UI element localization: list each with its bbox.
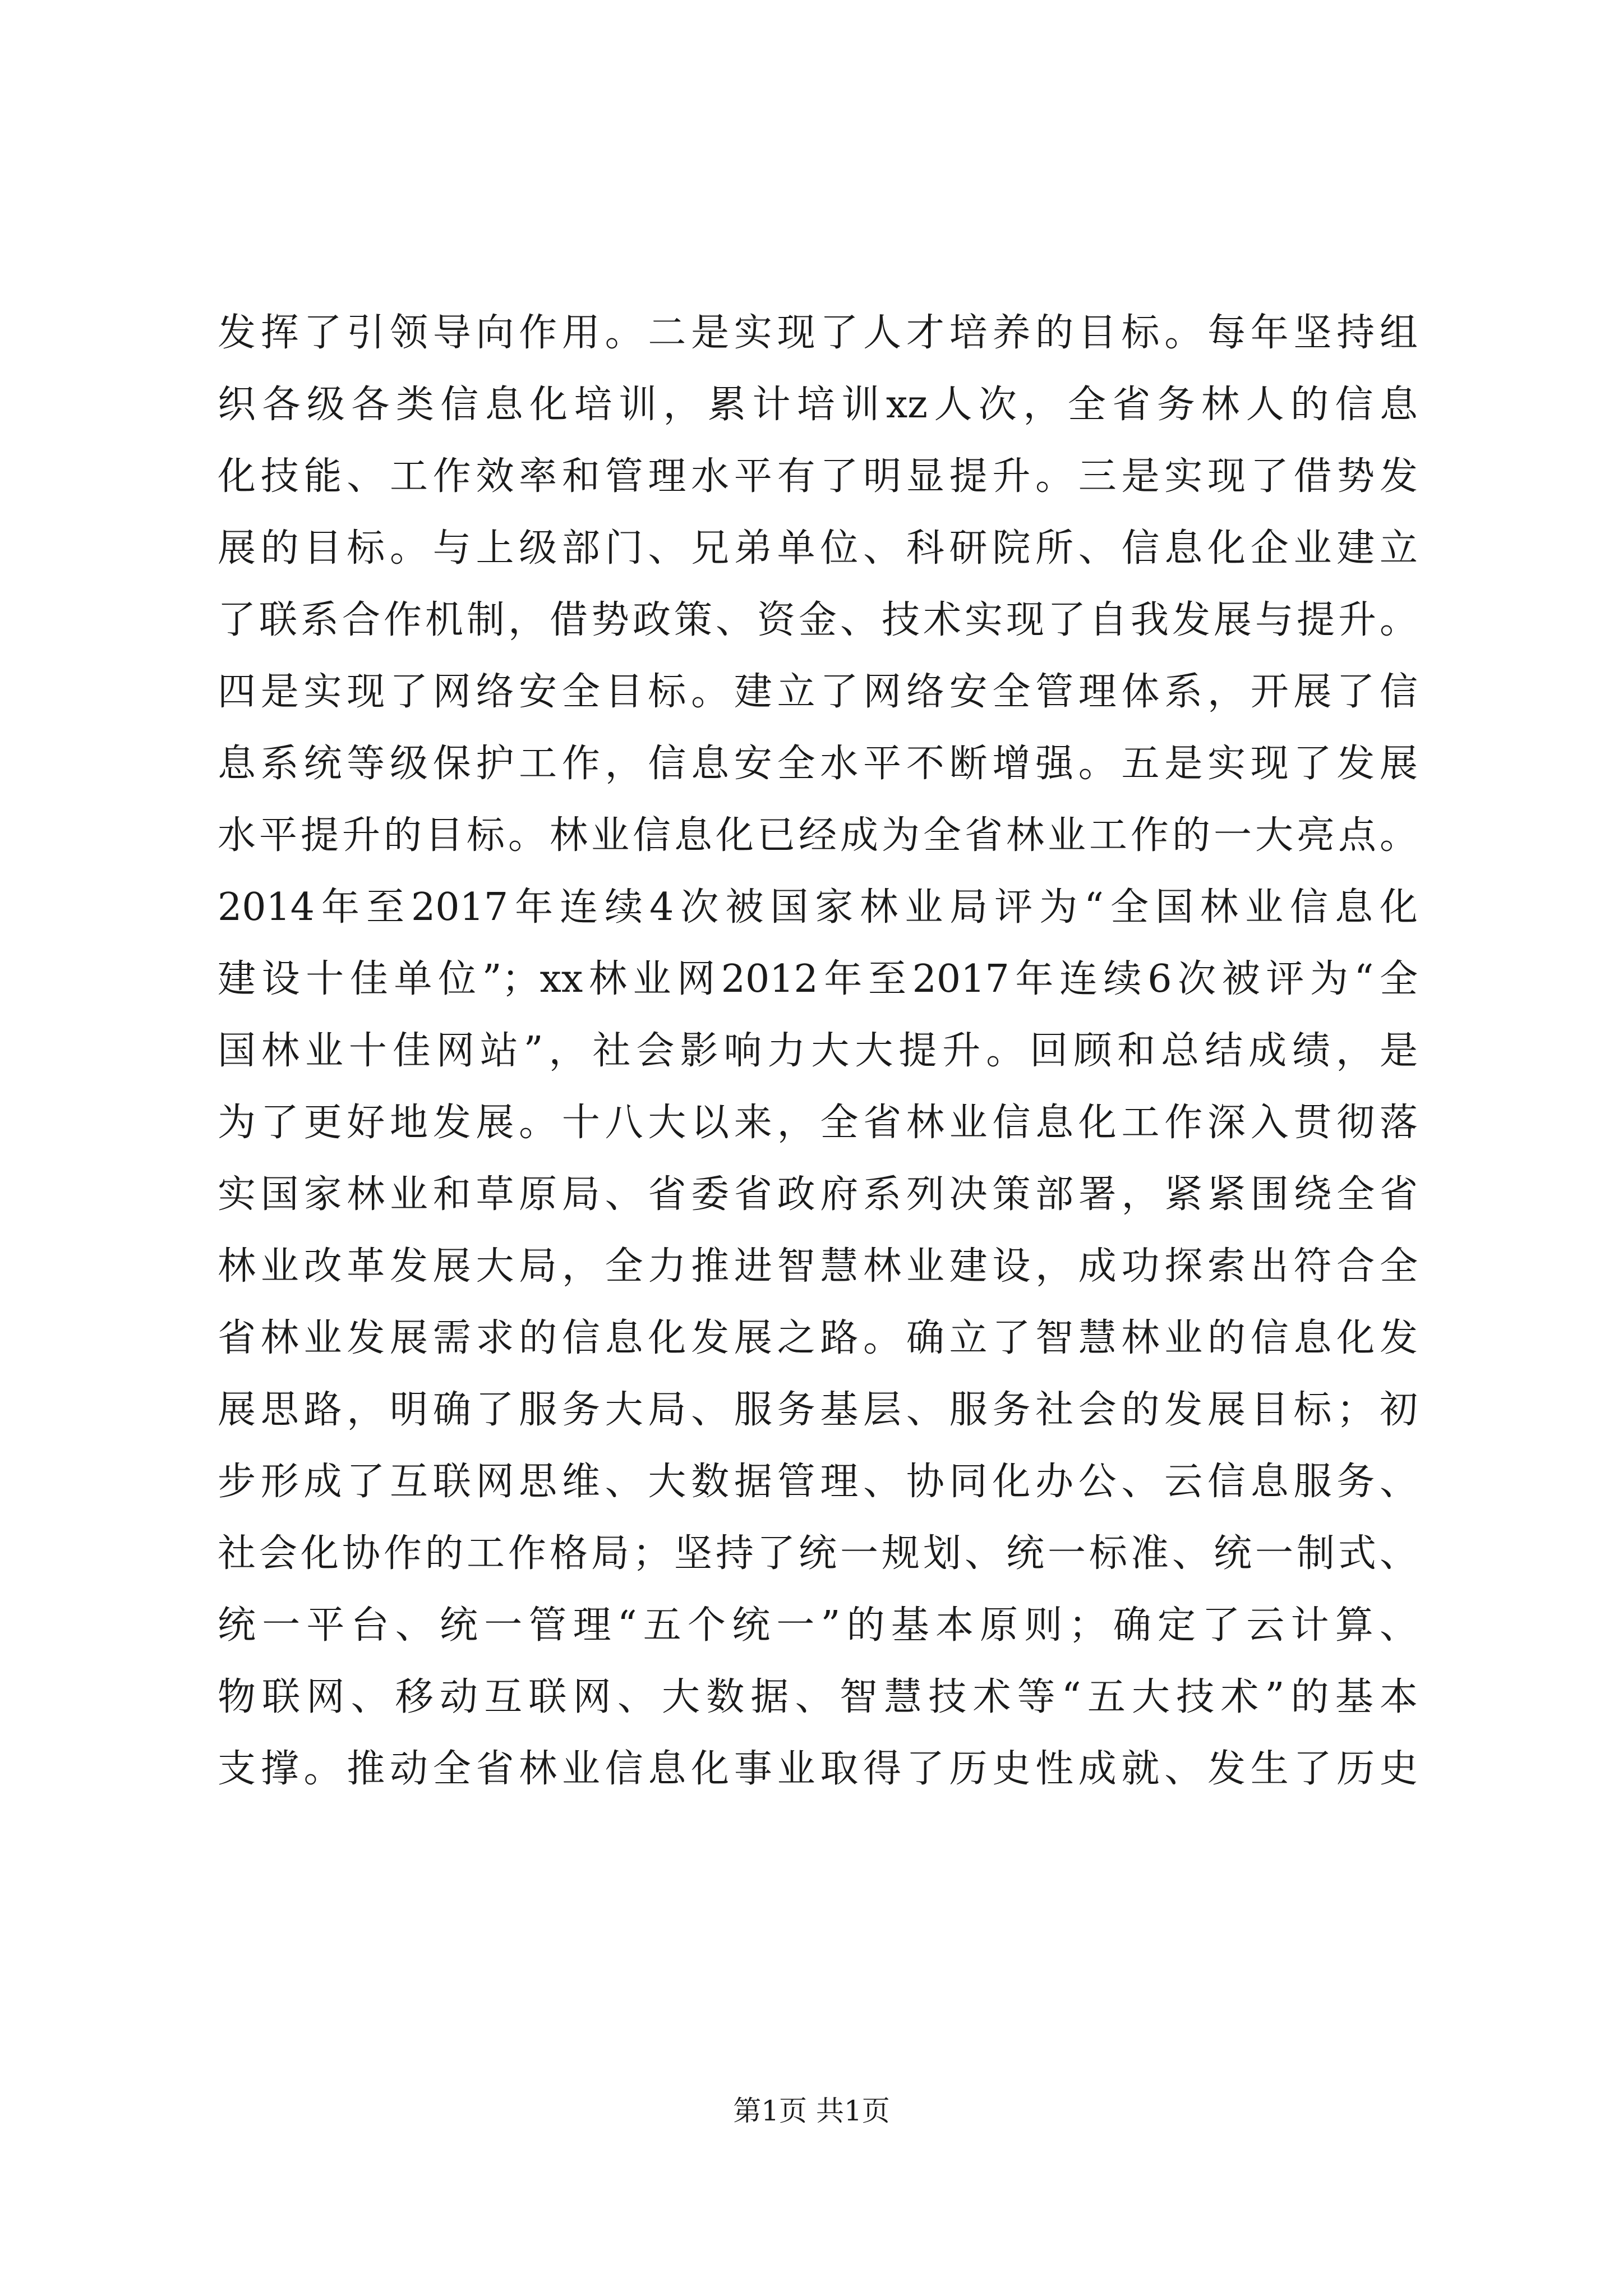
text-line: 支撑。推动全省林业信息化事业取得了历史性成就、发生了历史 bbox=[218, 1747, 1418, 1791]
text-line: 2014年至2017年连续4次被国家林业局评为“全国林业信息化 bbox=[218, 885, 1418, 930]
text-line: 化技能、工作效率和管理水平有了明显提升。三是实现了借势发 bbox=[218, 454, 1418, 499]
text-line: 发挥了引领导向作用。二是实现了人才培养的目标。每年坚持组 bbox=[218, 311, 1418, 355]
text-line: 社会化协作的工作格局；坚持了统一规划、统一标准、统一制式、 bbox=[218, 1531, 1418, 1576]
text-line: 物联网、移动互联网、大数据、智慧技术等“五大技术”的基本 bbox=[218, 1675, 1418, 1719]
text-line: 步形成了互联网思维、大数据管理、协同化办公、云信息服务、 bbox=[218, 1460, 1418, 1504]
document-body bbox=[218, 297, 1418, 1805]
text-line: 林业改革发展大局，全力推进智慧林业建设，成功探索出符合全 bbox=[218, 1244, 1418, 1289]
text-line: 了联系合作机制，借势政策、资金、技术实现了自我发展与提升。 bbox=[218, 598, 1418, 642]
text-line: 展思路，明确了服务大局、服务基层、服务社会的发展目标；初 bbox=[218, 1388, 1418, 1432]
text-line: 息系统等级保护工作，信息安全水平不断增强。五是实现了发展 bbox=[218, 742, 1418, 786]
text-line: 国林业十佳网站”，社会影响力大大提升。回顾和总结成绩，是 bbox=[218, 1029, 1418, 1073]
text-line: 为了更好地发展。十八大以来，全省林业信息化工作深入贯彻落 bbox=[218, 1101, 1418, 1145]
text-line: 水平提升的目标。林业信息化已经成为全省林业工作的一大亮点。 bbox=[218, 813, 1418, 858]
text-line: 实国家林业和草原局、省委省政府系列决策部署，紧紧围绕全省 bbox=[218, 1172, 1418, 1217]
text-line: 统一平台、统一管理“五个统一”的基本原则；确定了云计算、 bbox=[218, 1603, 1418, 1648]
text-line: 织各级各类信息化培训，累计培训xz人次，全省务林人的信息 bbox=[218, 383, 1418, 427]
text-line: 四是实现了网络安全目标。建立了网络安全管理体系，开展了信 bbox=[218, 670, 1418, 714]
page-number-footer: 第1页 共1页 bbox=[733, 2095, 890, 2127]
text-line: 展的目标。与上级部门、兄弟单位、科研院所、信息化企业建立 bbox=[218, 526, 1418, 570]
text-line: 建设十佳单位”；xx林业网2012年至2017年连续6次被评为“全 bbox=[218, 957, 1418, 1001]
text-line: 省林业发展需求的信息化发展之路。确立了智慧林业的信息化发 bbox=[218, 1316, 1418, 1360]
